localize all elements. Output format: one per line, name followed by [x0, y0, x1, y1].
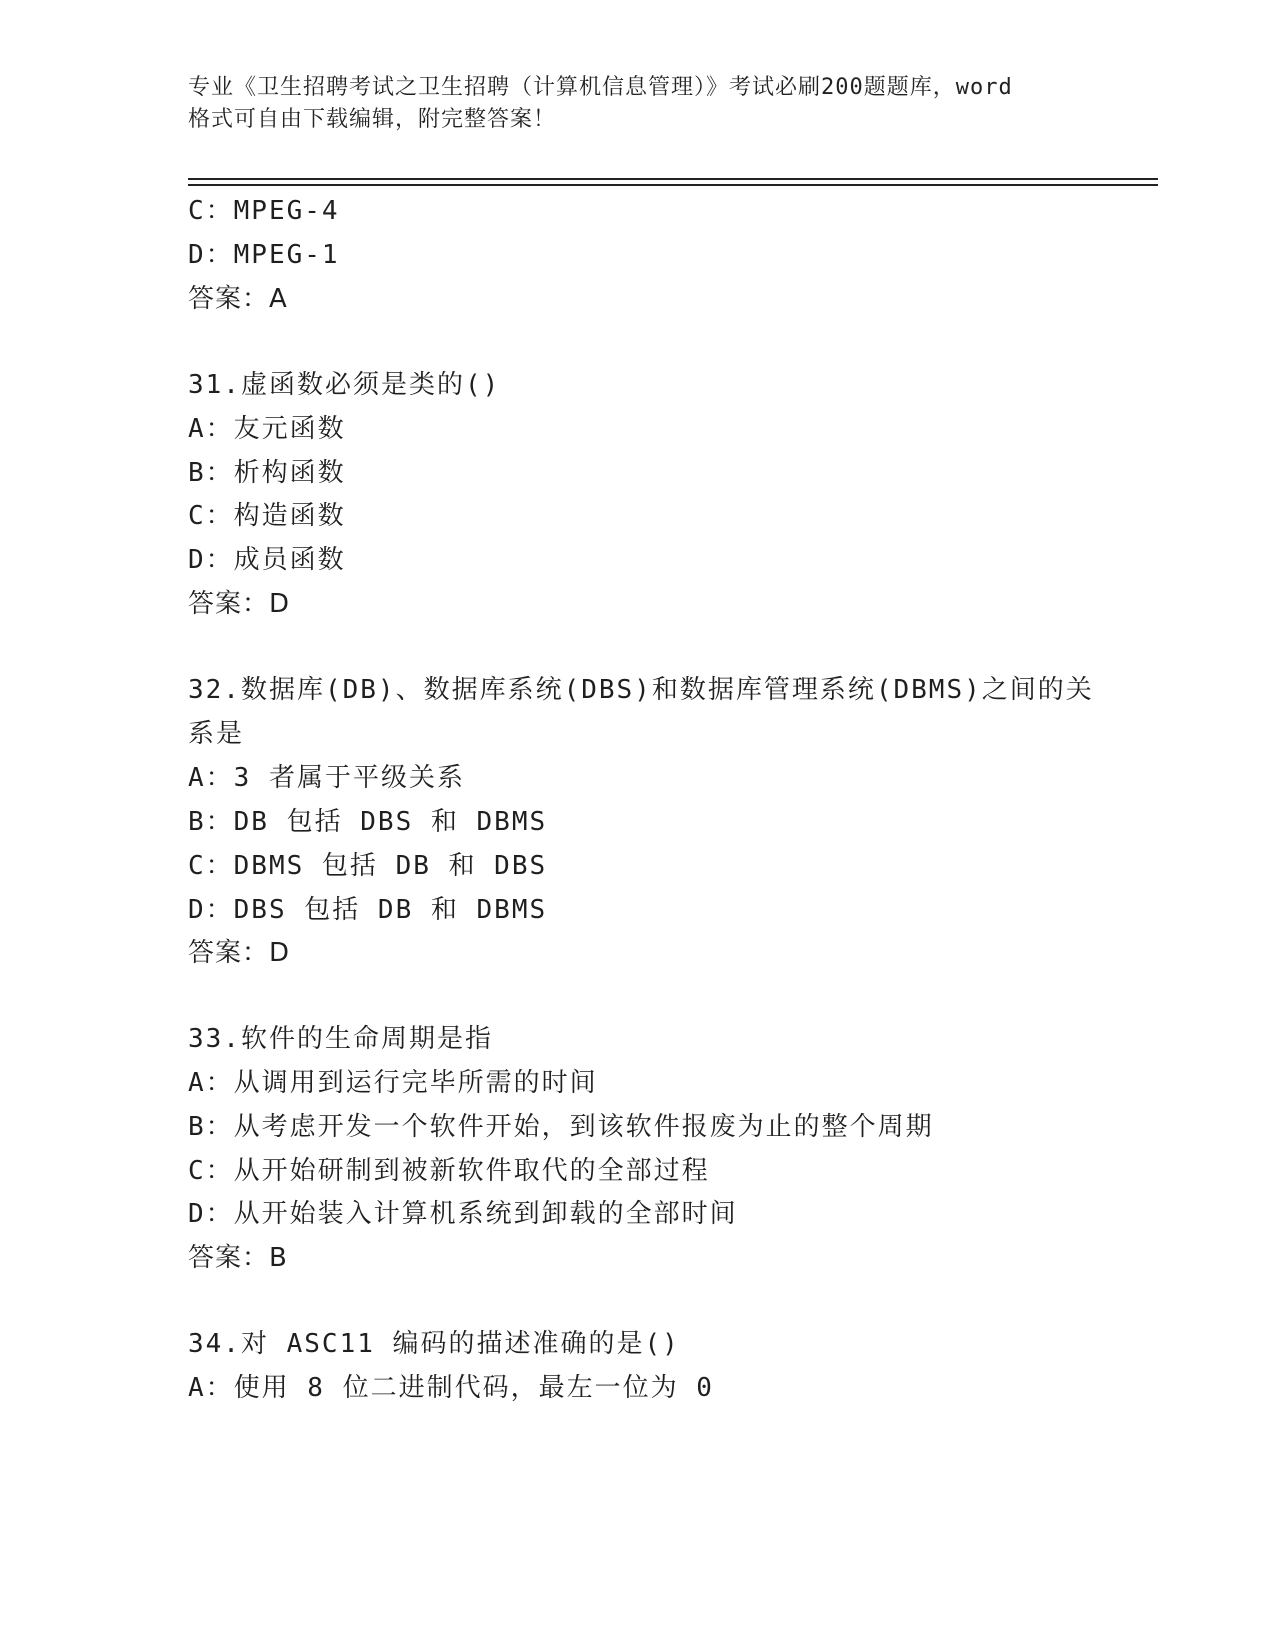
q33-option-c: C：从开始研制到被新软件取代的全部过程	[188, 1156, 710, 1186]
q31-option-a: A：友元函数	[188, 414, 346, 444]
question-34: 34.对 ASC11 编码的描述准确的是()	[188, 1329, 680, 1359]
q33-option-a: A：从调用到运行完毕所需的时间	[188, 1068, 598, 1098]
q33-option-d: D：从开始装入计算机系统到卸载的全部时间	[188, 1199, 738, 1229]
header-divider-top	[188, 178, 1158, 180]
q31-answer: 答案：D	[188, 589, 291, 619]
q33-option-b: B：从考虑开发一个软件开始，到该软件报废为止的整个周期	[188, 1112, 934, 1142]
q31-option-c: C：构造函数	[188, 501, 346, 531]
answer-prev: 答案：A	[188, 284, 288, 314]
q32-option-b: B：DB 包括 DBS 和 DBMS	[188, 807, 548, 837]
q32-option-a: A：3 者属于平级关系	[188, 763, 465, 793]
q33-answer: 答案：B	[188, 1243, 288, 1273]
q32-option-c: C：DBMS 包括 DB 和 DBS	[188, 851, 548, 881]
option-c-prev: C：MPEG-4	[188, 196, 340, 226]
question-33: 33.软件的生命周期是指	[188, 1024, 493, 1054]
question-32-cont: 系是	[188, 719, 245, 749]
q32-answer: 答案：D	[188, 938, 291, 968]
question-31: 31.虚函数必须是类的()	[188, 370, 501, 400]
q31-option-b: B：析构函数	[188, 458, 346, 488]
header-line-2: 格式可自由下载编辑，附完整答案！	[188, 107, 557, 132]
header-divider-bottom	[188, 184, 1158, 186]
option-d-prev: D：MPEG-1	[188, 240, 340, 270]
q31-option-d: D：成员函数	[188, 545, 346, 575]
q32-option-d: D：DBS 包括 DB 和 DBMS	[188, 895, 548, 925]
question-32: 32.数据库(DB)、数据库系统(DBS)和数据库管理系统(DBMS)之间的关	[188, 675, 1094, 705]
document-header	[188, 72, 1088, 136]
q34-option-a: A：使用 8 位二进制代码，最左一位为 0	[188, 1373, 714, 1403]
header-line-1: 专业《卫生招聘考试之卫生招聘（计算机信息管理）》考试必刷200题题库，word	[188, 75, 1013, 100]
